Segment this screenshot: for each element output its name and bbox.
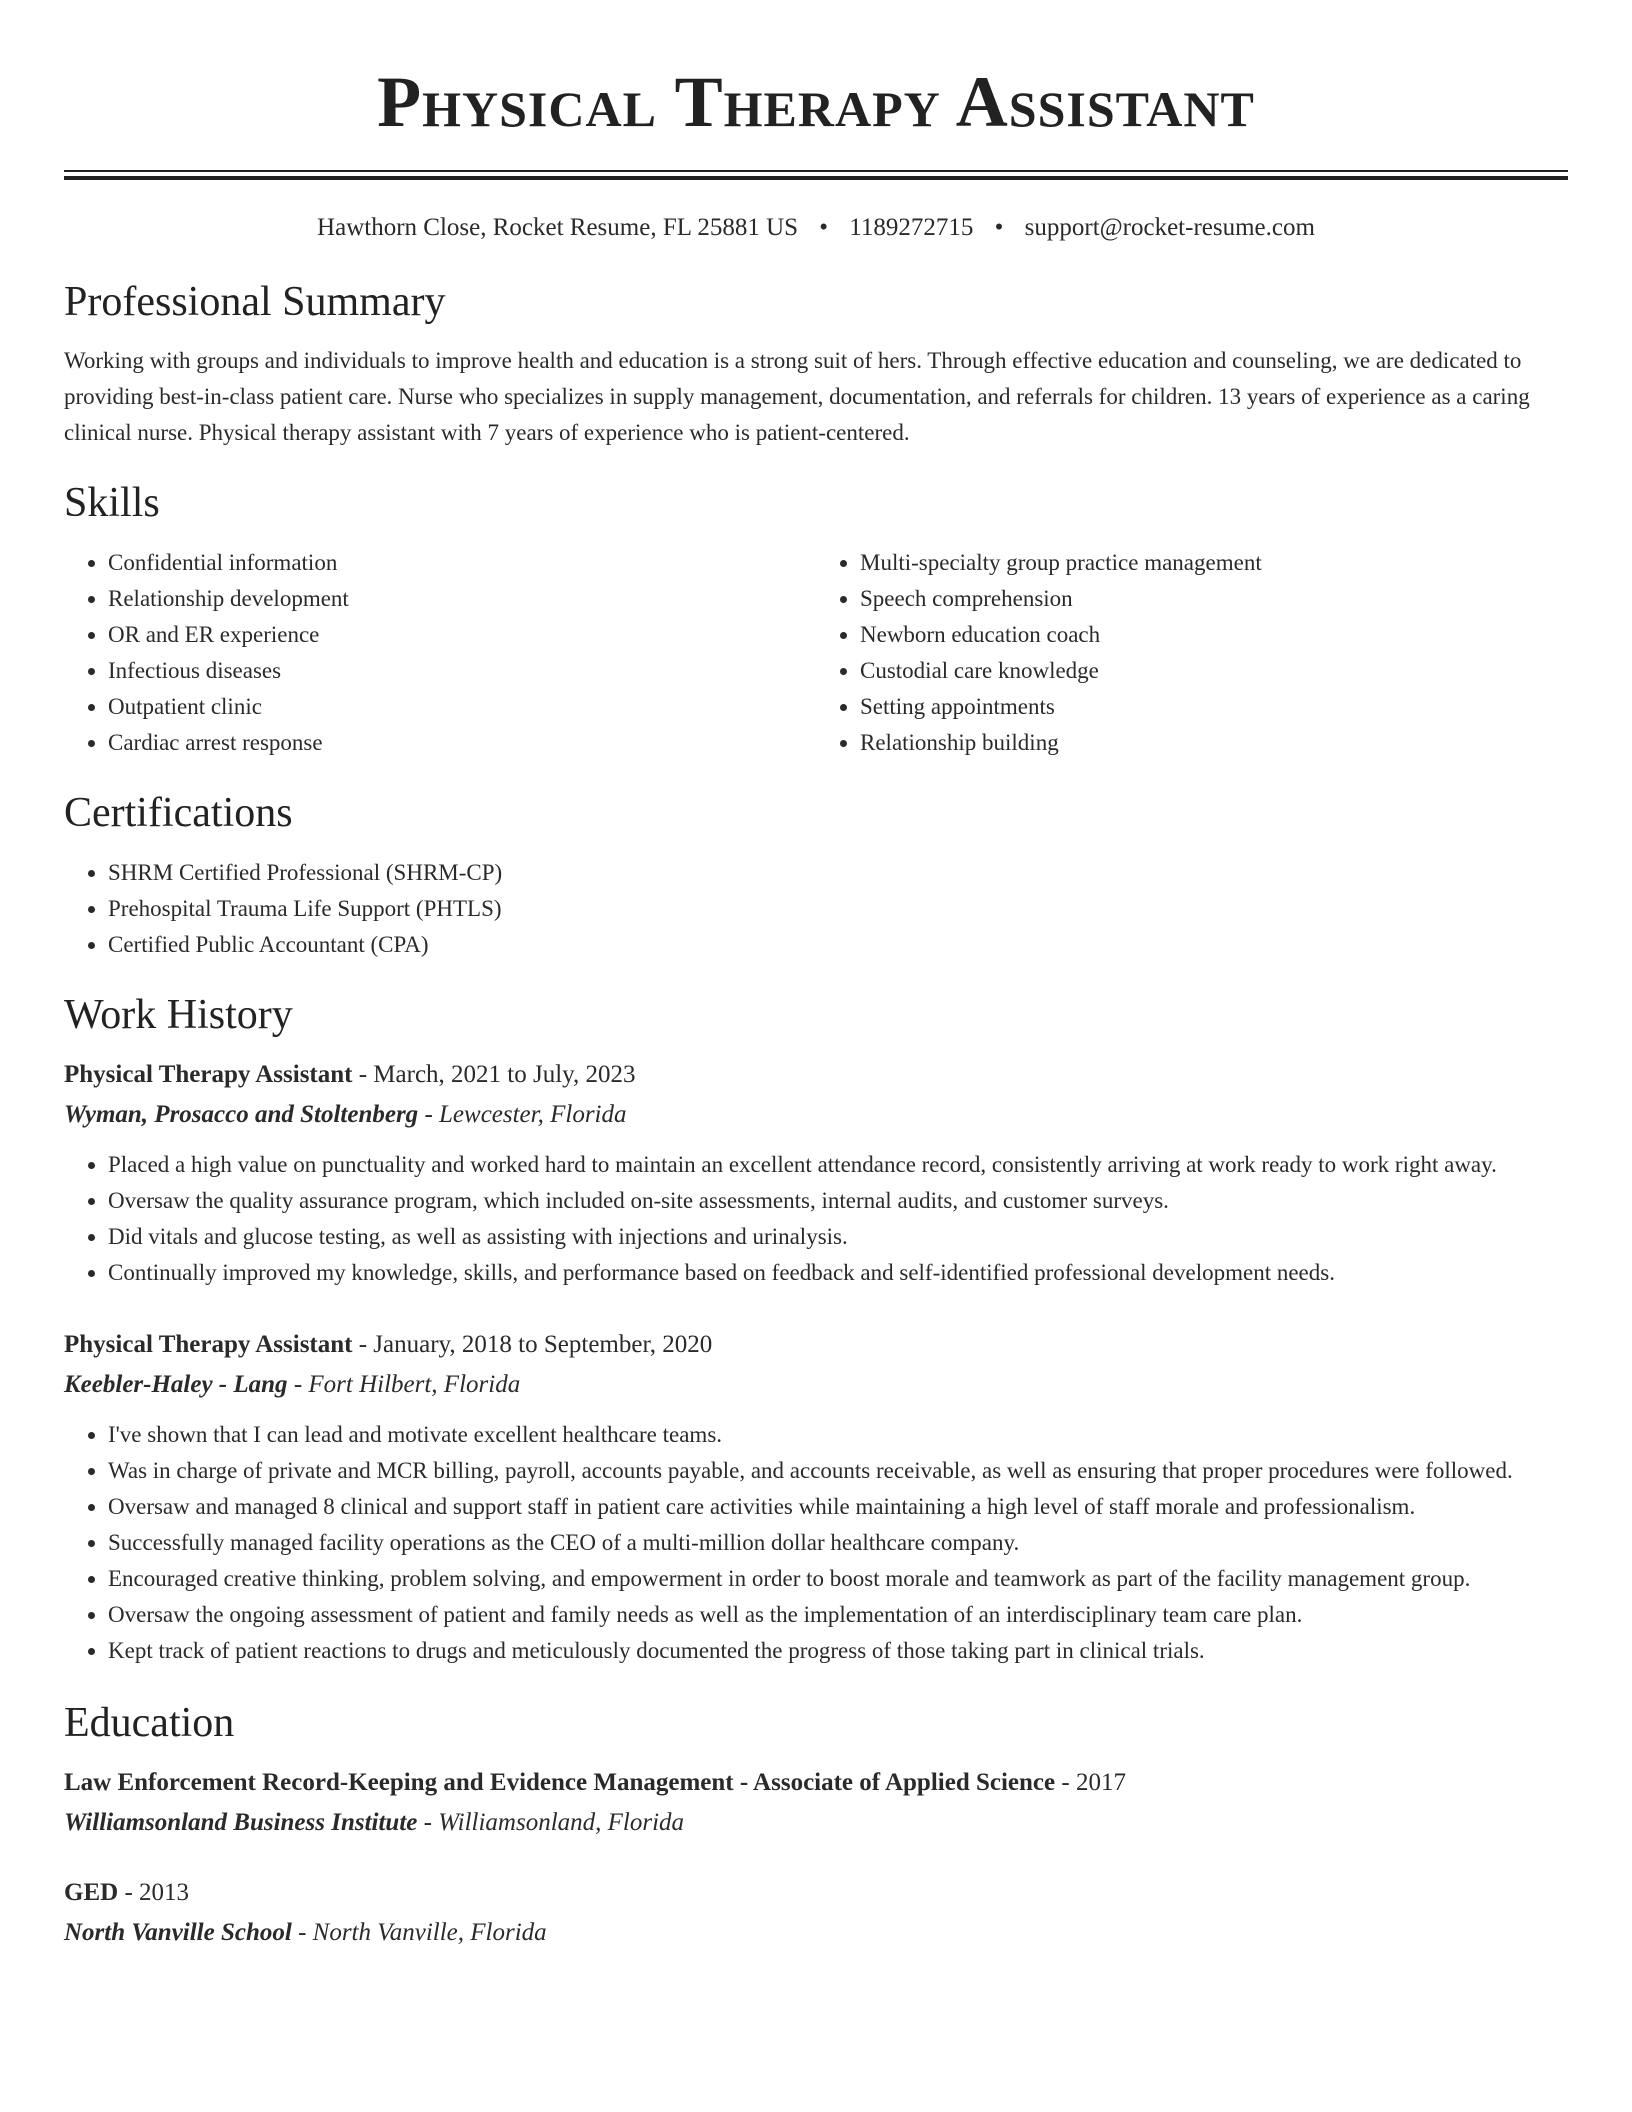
contact-separator: •: [819, 214, 829, 241]
job-duty: • Oversaw and managed 8 clinical and support staff in patient care activities while maintaining a high level of staff morale and professionalism.: [108, 1489, 1568, 1525]
education-section: [64, 1699, 1568, 1953]
job-employer-line: [64, 1365, 1568, 1405]
education-degree: Law Enforcement Record-Keeping and Evidence Management - Associate of Applied Science: [64, 1769, 1056, 1796]
skill-item: • OR and ER experience: [108, 617, 816, 653]
skill-item: • Infectious diseases: [108, 653, 816, 689]
contact-address: Hawthorn Close, Rocket Resume, FL 25881 US: [317, 214, 799, 241]
contact-separator: •: [994, 214, 1004, 241]
job-employer: Wyman, Prosacco and Stoltenberg: [64, 1101, 419, 1128]
job-duties-list: [64, 1417, 1568, 1669]
skill-item: • Newborn education coach: [860, 617, 1568, 653]
job-duty: • Successfully managed facility operations as the CEO of a multi-million dollar healthcare company.: [108, 1525, 1568, 1561]
education-location: - Williamsonland, Florida: [417, 1809, 685, 1836]
education-degree: GED: [64, 1879, 119, 1906]
skill-item: • Speech comprehension: [860, 581, 1568, 617]
contact-email: support@rocket-resume.com: [1024, 214, 1315, 241]
education-year: - 2017: [1055, 1769, 1126, 1796]
education-school-line: [64, 1913, 1568, 1953]
job-duty: • Oversaw the quality assurance program, which included on-site assessments, internal audits, and customer surveys.: [108, 1183, 1568, 1219]
work-history-heading: Work History: [64, 992, 293, 1038]
skills-list-left: [64, 545, 816, 761]
job-entry: [64, 1055, 1568, 1291]
certifications-heading: Certifications: [64, 790, 293, 836]
education-entry: [64, 1763, 1568, 1843]
job-duty: • Continually improved my knowledge, skills, and performance based on feedback and self-identified professional development needs.: [108, 1255, 1568, 1291]
header-divider: [64, 170, 1568, 180]
skill-item: • Multi-specialty group practice management: [860, 545, 1568, 581]
skills-list-right: [816, 545, 1568, 761]
job-duties-list: [64, 1147, 1568, 1291]
education-year: - 2013: [118, 1879, 190, 1906]
job-employer: Keebler-Haley - Lang: [64, 1371, 288, 1398]
summary-section: [64, 278, 1568, 451]
education-heading: Education: [64, 1700, 235, 1746]
job-duty: • Did vitals and glucose testing, as well as assisting with injections and urinalysis.: [108, 1219, 1568, 1255]
education-entry: [64, 1873, 1568, 1953]
job-title: Physical Therapy Assistant: [64, 1331, 353, 1358]
job-duty: • Placed a high value on punctuality and worked hard to maintain an excellent attendance record, consistently arriving at work ready to work right away.: [108, 1147, 1568, 1183]
resume-name: Physical Therapy Assistant: [377, 62, 1255, 142]
certifications-list: [64, 855, 1568, 963]
job-duty: • Oversaw the ongoing assessment of patient and family needs as well as the implementation of an interdisciplinary team care plan.: [108, 1597, 1568, 1633]
job-entry: [64, 1325, 1568, 1669]
certification-item: • Prehospital Trauma Life Support (PHTLS): [108, 891, 1568, 927]
skill-item: • Outpatient clinic: [108, 689, 816, 725]
skill-item: • Relationship building: [860, 725, 1568, 761]
certifications-section: [64, 789, 1568, 963]
skills-columns: [64, 545, 1568, 761]
education-school: North Vanville School: [64, 1919, 292, 1946]
education-degree-line: [64, 1873, 1568, 1913]
job-dates: - January, 2018 to September, 2020: [352, 1331, 713, 1358]
contact-phone: 1189272715: [849, 214, 974, 241]
skill-item: • Cardiac arrest response: [108, 725, 816, 761]
job-title: Physical Therapy Assistant: [64, 1061, 353, 1088]
summary-text: Working with groups and individuals to improve health and education is a strong suit of hers. Through effective education and counseling, we are dedicated to providing best-in-class patient care. Nurse who specializes in supply management, documentation, and referrals for children. 13 years of experience as a caring clinical nurse. Physical therapy assistant with 7 years of experience who is patient-centered.: [64, 348, 1530, 445]
education-location: - North Vanville, Florida: [291, 1919, 547, 1946]
job-duty: • Encouraged creative thinking, problem solving, and empowerment in order to boost morale and teamwork as part of the facility management group.: [108, 1561, 1568, 1597]
education-school: Williamsonland Business Institute: [64, 1809, 418, 1836]
education-school-line: [64, 1803, 1568, 1843]
summary-heading: Professional Summary: [64, 279, 446, 325]
job-location: - Fort Hilbert, Florida: [287, 1371, 521, 1398]
work-history-section: [64, 991, 1568, 1669]
job-duty: • I've shown that I can lead and motivate excellent healthcare teams.: [108, 1417, 1568, 1453]
skill-item: • Confidential information: [108, 545, 816, 581]
contact-line: [64, 212, 1568, 244]
skill-item: • Setting appointments: [860, 689, 1568, 725]
job-title-line: [64, 1055, 1568, 1095]
job-dates: - March, 2021 to July, 2023: [352, 1061, 636, 1088]
job-title-line: [64, 1325, 1568, 1365]
job-duty: • Kept track of patient reactions to drugs and meticulously documented the progress of those taking part in clinical trials.: [108, 1633, 1568, 1669]
certification-item: • SHRM Certified Professional (SHRM-CP): [108, 855, 1568, 891]
skills-section: [64, 479, 1568, 761]
skill-item: • Relationship development: [108, 581, 816, 617]
job-duty: • Was in charge of private and MCR billing, payroll, accounts payable, and accounts receivable, as well as ensuring that proper procedures were followed.: [108, 1453, 1568, 1489]
job-employer-line: [64, 1095, 1568, 1135]
education-degree-line: [64, 1763, 1568, 1803]
skills-heading: Skills: [64, 480, 160, 526]
skill-item: • Custodial care knowledge: [860, 653, 1568, 689]
certification-item: • Certified Public Accountant (CPA): [108, 927, 1568, 963]
job-location: - Lewcester, Florida: [418, 1101, 627, 1128]
